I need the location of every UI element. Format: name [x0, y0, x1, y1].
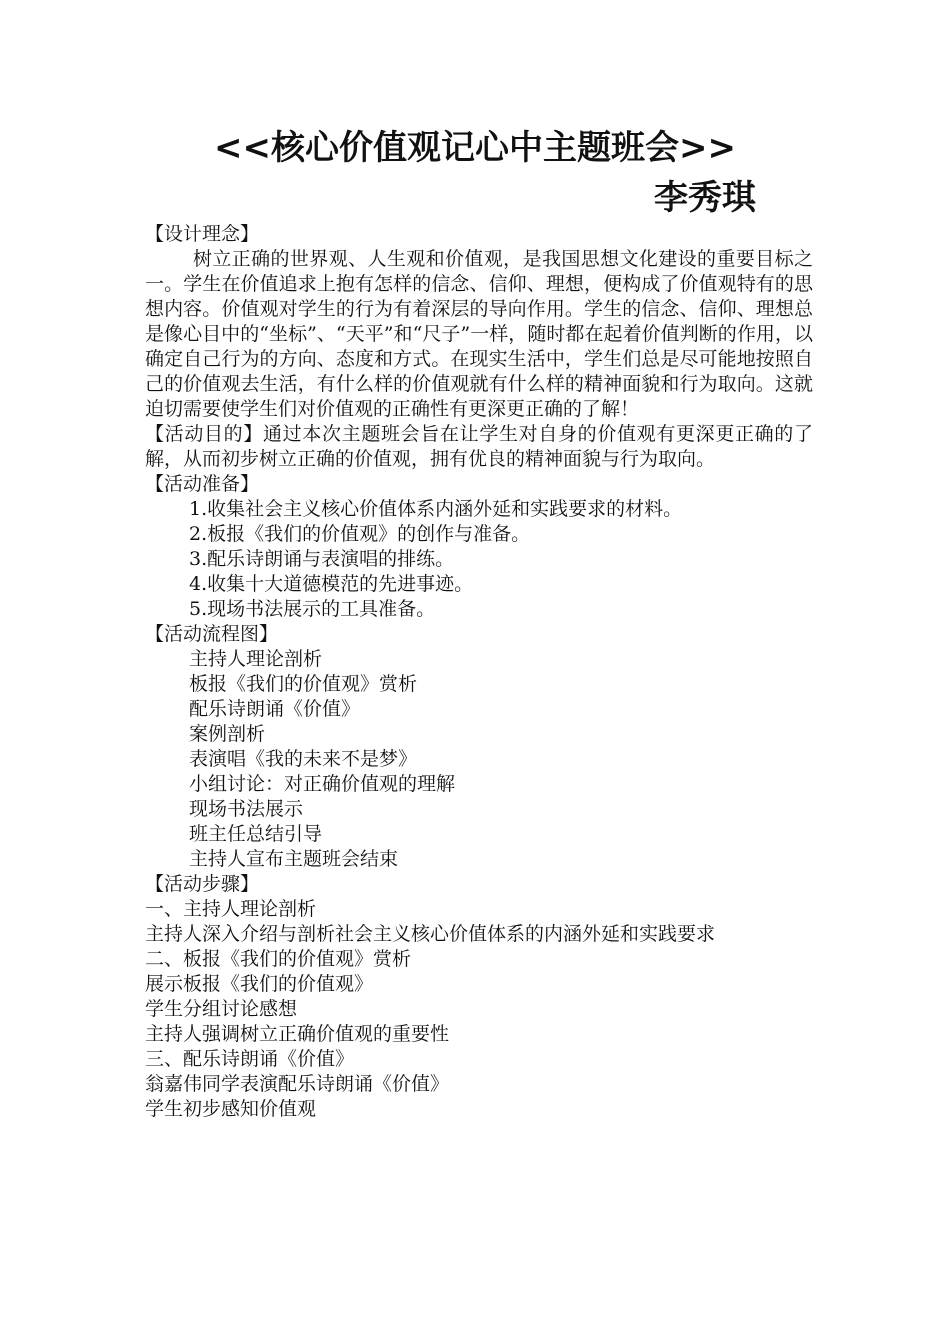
document-body — [145, 222, 813, 1122]
preparation-list — [145, 497, 813, 622]
purpose-paragraph — [145, 422, 813, 472]
purpose-heading: 【活动目的】 — [145, 423, 263, 445]
step-line: 翁嘉伟同学表演配乐诗朗诵《价值》 — [145, 1073, 450, 1095]
list-item: 案例剖析 — [189, 723, 266, 745]
steps-heading: 【活动步骤】 — [145, 873, 260, 895]
list-item: 主持人理论剖析 — [189, 648, 323, 670]
steps-section — [145, 897, 813, 1122]
list-item: 表演唱《我的未来不是梦》 — [189, 748, 418, 770]
list-item: 5.现场书法展示的工具准备。 — [189, 598, 436, 620]
list-item: 1.收集社会主义核心价值体系内涵外延和实践要求的材料。 — [189, 498, 683, 520]
step-line: 主持人强调树立正确价值观的重要性 — [145, 1023, 450, 1045]
list-item: 小组讨论：对正确价值观的理解 — [189, 773, 456, 795]
step-line: 学生初步感知价值观 — [145, 1098, 317, 1120]
list-item: 主持人宣布主题班会结束 — [189, 848, 399, 870]
list-item: 2.板报《我们的价值观》的创作与准备。 — [189, 523, 531, 545]
step-line: 二、板报《我们的价值观》赏析 — [145, 948, 412, 970]
flow-list — [145, 647, 813, 872]
list-item: 板报《我们的价值观》赏析 — [189, 673, 418, 695]
design-heading: 【设计理念】 — [145, 223, 260, 245]
step-line: 展示板报《我们的价值观》 — [145, 973, 374, 995]
flow-heading: 【活动流程图】 — [145, 623, 279, 645]
step-line: 主持人深入介绍与剖析社会主义核心价值体系的内涵外延和实践要求 — [145, 923, 716, 945]
step-line: 一、主持人理论剖析 — [145, 898, 317, 920]
step-line: 三、配乐诗朗诵《价值》 — [145, 1048, 355, 1070]
list-item: 3.配乐诗朗诵与表演唱的排练。 — [189, 548, 455, 570]
purpose-text: 通过本次主题班会旨在让学生对自身的价值观有更深更正确的了解，从而初步树立正确的价值观，拥有优良的精神面貌与行为取向。 — [145, 423, 813, 470]
document-title: <<核心价值观记心中主题班会>> — [214, 128, 736, 168]
list-item: 班主任总结引导 — [189, 823, 323, 845]
list-item: 现场书法展示 — [189, 798, 304, 820]
list-item: 配乐诗朗诵《价值》 — [189, 698, 361, 720]
list-item: 4.收集十大道德模范的先进事迹。 — [189, 573, 474, 595]
author-name: 李秀琪 — [654, 178, 756, 218]
preparation-heading: 【活动准备】 — [145, 473, 260, 495]
step-line: 学生分组讨论感想 — [145, 998, 298, 1020]
design-paragraph: 树立正确的世界观、人生观和价值观，是我国思想文化建设的重要目标之一。学生在价值追求上抱有怎样的信念、信仰、理想，便构成了价值观特有的思想内容。价值观对学生的行为有着深层的导向作用。学生的信念、信仰、理想总是像心目中的“坐标”、“天平”和“尺子”一样，随时都在起着价值判断的作用，以确定自己行为的方向、态度和方式。在现实生活中，学生们总是尽可能地按照自己的价值观去生活，有什么样的价值观就有什么样的精神面貌和行为取向。这就迫切需要使学生们对价值观的正确性有更深更正确的了解！ — [145, 248, 813, 420]
